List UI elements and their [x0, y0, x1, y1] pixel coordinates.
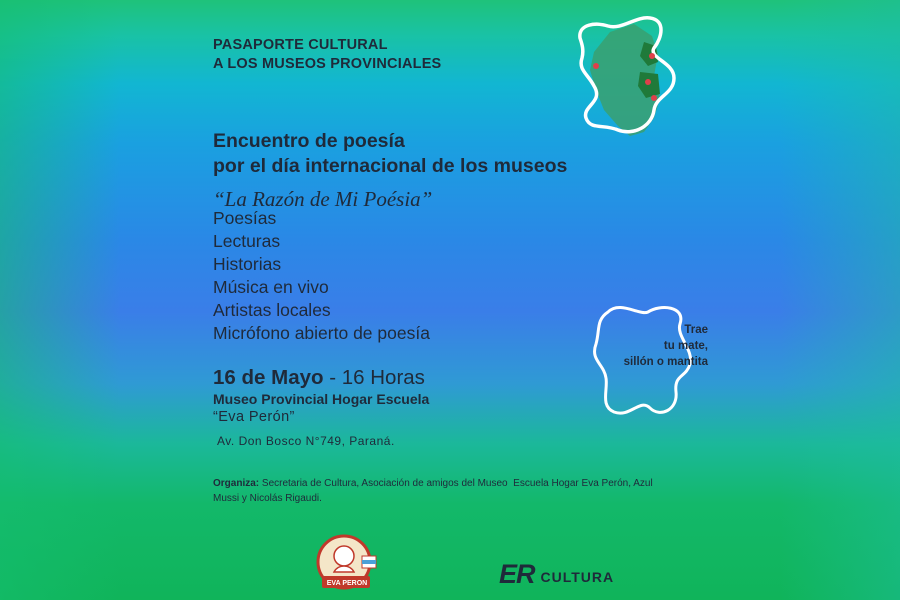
datetime-separator: -	[323, 366, 342, 389]
event-datetime	[213, 366, 425, 390]
map-marker-icon	[649, 53, 655, 59]
event-date: 16 de Mayo	[213, 366, 324, 389]
activity-item: Lecturas	[213, 231, 281, 251]
er-cultura-logo	[499, 561, 614, 588]
header-line-2: A LOS MUSEOS PROVINCIALES	[213, 56, 442, 72]
organizers	[213, 477, 656, 506]
eva-peron-logo-text: EVA PERON	[326, 580, 368, 587]
activity-item: Artistas locales	[213, 300, 331, 320]
eva-peron-logo	[312, 532, 382, 600]
event-venue: Museo Provincial Hogar Escuela	[213, 391, 430, 407]
program-header	[213, 36, 441, 74]
eva-peron-seal-icon	[312, 532, 382, 598]
bring-items-callout	[590, 300, 708, 425]
activity-item: Micrófono abierto de poesía	[213, 323, 430, 343]
left-gradient-shade	[0, 0, 120, 600]
activity-item: Poesías	[213, 208, 277, 228]
map-marker-icon	[651, 95, 657, 101]
header-line-1: PASAPORTE CULTURAL	[213, 37, 388, 53]
er-logo-word: CULTURA	[540, 569, 615, 585]
callout-line-1: Trae	[684, 324, 708, 336]
event-time: 16 Horas	[341, 366, 425, 389]
event-subtitle: “La Razón de Mi Poésia”	[213, 187, 433, 211]
activity-item: Historias	[213, 254, 282, 274]
event-venue-name: “Eva Perón”	[213, 409, 295, 425]
event-title-line-1: Encuentro de poesía	[213, 130, 405, 152]
entre-rios-map-icon	[574, 14, 684, 140]
map-marker-icon	[593, 63, 599, 69]
callout-line-3: sillón o mantita	[623, 356, 708, 368]
map-marker-icon	[645, 79, 651, 85]
right-gradient-shade	[780, 0, 900, 600]
callout-text	[590, 322, 708, 370]
event-title	[213, 129, 567, 179]
organizers-text: Secretaria de Cultura, Asociación de amigos del Museo Escuela Hogar Eva Perón, Azul Mussi y Nicolás Rigaudi.	[213, 478, 656, 504]
event-address: Av. Don Bosco N°749, Paraná.	[217, 434, 395, 448]
activity-list	[213, 207, 430, 345]
er-logo-mark: ER	[499, 559, 535, 589]
event-title-line-2: por el día internacional de los museos	[213, 155, 568, 177]
organizers-label: Organiza:	[213, 478, 260, 489]
callout-line-2: tu mate,	[663, 340, 708, 352]
activity-item: Música en vivo	[213, 277, 329, 297]
